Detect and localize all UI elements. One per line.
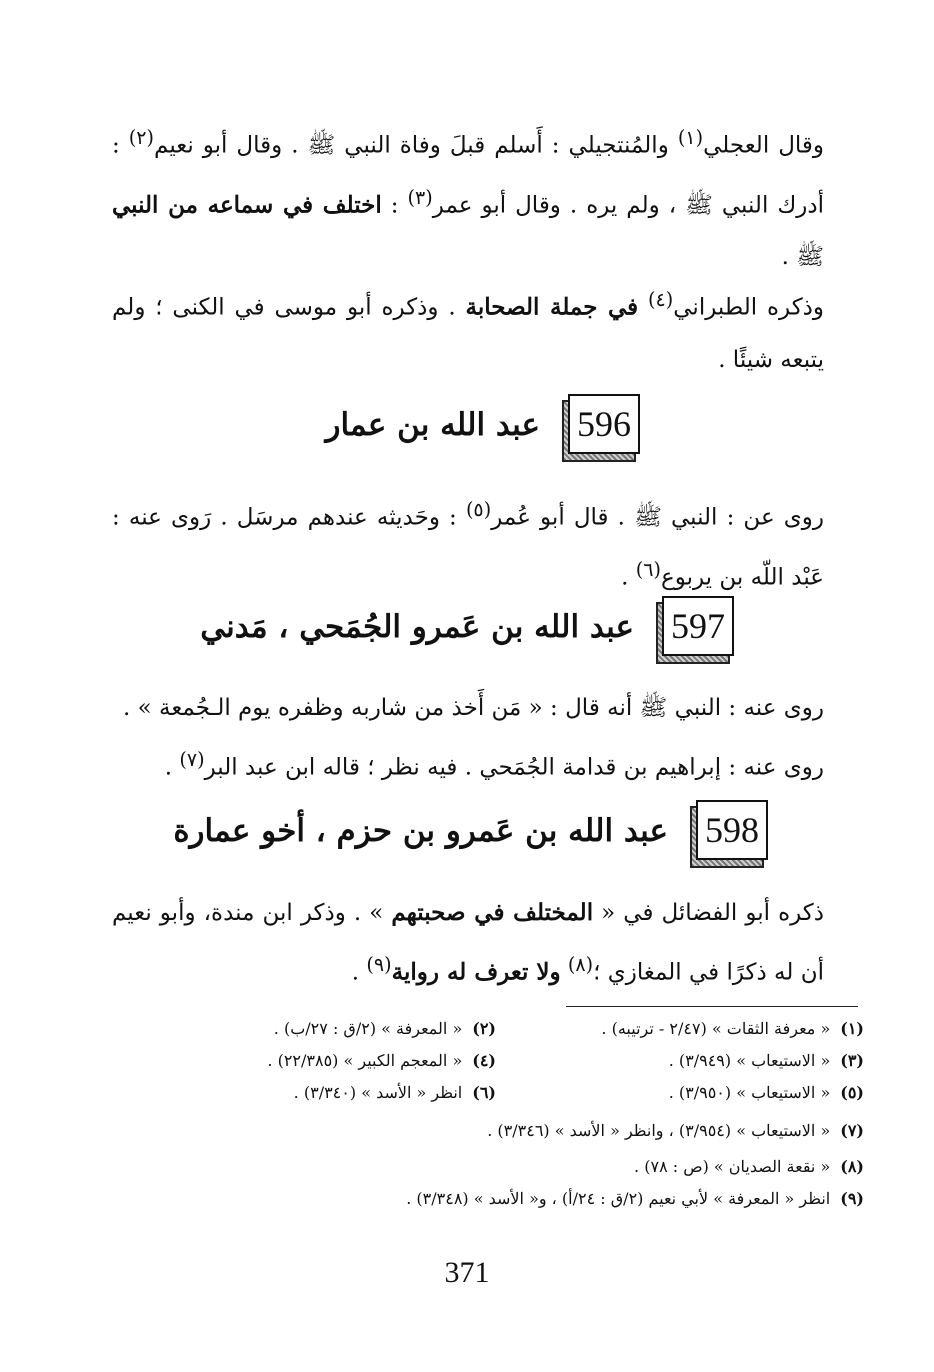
footnote-5 xyxy=(669,1078,864,1108)
footnote-number: (٤) xyxy=(472,1051,496,1070)
footnote-ref: (٧) xyxy=(179,748,205,771)
entry-heading-598 xyxy=(173,800,768,862)
footnote-text: « الاستيعاب » (٣/٩٤٩) . xyxy=(668,1051,831,1070)
footnote-number: (٦) xyxy=(472,1083,496,1102)
bold-phrase: في جملة الصحابة xyxy=(465,293,639,321)
footnote-2 xyxy=(274,1014,496,1044)
footnote-ref: (٥) xyxy=(465,498,492,521)
text-segment: . xyxy=(351,959,360,986)
text-segment: روى عنه : النبي ﷺ أنه قال : « مَن أَخذ من شاربه وظفره يوم الـجُمعة » . xyxy=(123,695,824,721)
text-segment: . وذكره أبو موسى في الكنى ؛ ولم يتبعه شيئًا . xyxy=(112,294,824,373)
footnote-6 xyxy=(294,1078,496,1108)
paragraph-intro xyxy=(112,112,824,283)
entry-number-box xyxy=(562,394,640,456)
footnote-divider xyxy=(566,1006,858,1007)
footnote-text: « المعجم الكبير » (٢٢/٣٨٥) . xyxy=(267,1051,463,1070)
footnote-text: « معرفة الثقات » (٢/٤٧ - ترتيبه) . xyxy=(601,1019,831,1038)
text-segment: روى عن : النبي ﷺ . قال أبو عُمر xyxy=(491,504,824,531)
footnote-text: « الاستيعاب » (٣/٩٥٠) . xyxy=(668,1083,831,1102)
footnote-9 xyxy=(406,1184,864,1214)
page-number: 371 xyxy=(444,1256,490,1289)
text-segment: ﷺ . xyxy=(781,244,824,271)
bold-phrase: ولا تعرف له رواية xyxy=(391,958,561,986)
entry-number-box xyxy=(690,800,768,862)
entry-heading-597 xyxy=(200,596,734,658)
footnote-text: « الاستيعاب » (٣/٩٥٤) ، وانظر « الأسد » (٣/٣٤٦) . xyxy=(487,1121,831,1140)
footnote-ref: (٦) xyxy=(635,557,661,581)
text-segment: : xyxy=(390,192,399,219)
entry-number-box xyxy=(656,596,734,658)
text-segment: » . وذكر ابن مندة، وأبو نعيم أن له ذكرًا في المغازي ؛ xyxy=(112,900,824,986)
text-segment: وذكره الطبراني xyxy=(673,294,825,321)
footnote-text: انظر « الأسد » (٣/٣٤٠) . xyxy=(293,1083,463,1102)
footnote-ref: (٤) xyxy=(648,288,674,311)
footnote-ref: (٩) xyxy=(366,953,392,976)
paragraph-596 xyxy=(112,484,824,603)
footnote-number: (٨) xyxy=(840,1157,864,1176)
footnote-1 xyxy=(601,1014,864,1044)
footnote-number: (١) xyxy=(840,1019,864,1038)
paragraph-tabarani xyxy=(112,274,824,386)
text-segment: ذكره أبو الفضائل في « xyxy=(601,900,824,926)
footnote-number: (٢) xyxy=(472,1019,496,1038)
footnote-number: (٥) xyxy=(840,1083,864,1102)
paragraph-597 xyxy=(112,682,824,794)
footnote-3 xyxy=(669,1046,864,1076)
entry-heading-596 xyxy=(325,394,640,456)
entry-number: 598 xyxy=(696,800,768,860)
footnote-number: (٩) xyxy=(840,1189,864,1208)
footnote-number: (٣) xyxy=(840,1051,864,1070)
bold-phrase: اختلف في سماعه من النبي xyxy=(112,191,382,219)
text-segment: : وحَديثه عندهم مرسَل . رَوى عنه : عَبْد اللّه بن يربوع xyxy=(112,504,824,591)
bold-phrase: المختلف في صحبتهم xyxy=(391,899,594,926)
footnote-4 xyxy=(267,1046,496,1076)
entry-title: عبد الله بن عَمرو بن حزم ، أخو عمارة xyxy=(173,813,668,849)
text-segment: وقال العجلي xyxy=(703,132,825,159)
footnote-ref: (٨) xyxy=(567,953,594,976)
text-segment: : أدرك النبي ﷺ ، ولم يره . وقال أبو عمر xyxy=(112,132,825,219)
text-segment: . xyxy=(164,754,173,781)
footnote-ref: (٢) xyxy=(128,126,155,149)
footnote-ref: (٣) xyxy=(407,185,433,209)
footnote-7 xyxy=(487,1116,864,1146)
entry-title: عبد الله بن عَمرو الجُمَحي ، مَدني xyxy=(200,609,634,645)
text-segment: . xyxy=(621,564,629,591)
entry-title: عبد الله بن عمار xyxy=(325,407,540,443)
footnote-text: « المعرفة » (٢/ق : ٢٧/ب) . xyxy=(273,1019,463,1038)
text-segment: روى عنه : إبراهيم بن قدامة الجُمَحي . فيه نظر ؛ قاله ابن عبد البر xyxy=(204,754,824,781)
entry-number: 596 xyxy=(568,394,640,454)
footnote-ref: (١) xyxy=(677,126,704,149)
text-segment: والمُنتجيلي : أَسلم قبلَ وفاة النبي ﷺ . وقال أبو نعيم xyxy=(154,132,669,159)
footnote-text: انظر « المعرفة » لأبي نعيم (٢/ق : ٢٤/أ) ، و« الأسد » (٣/٣٤٨) . xyxy=(406,1189,831,1208)
footnote-text: « نقعة الصديان » (ص : ٧٨) . xyxy=(634,1157,831,1176)
entry-number: 597 xyxy=(662,596,734,656)
footnote-8 xyxy=(634,1152,864,1182)
footnote-number: (٧) xyxy=(840,1121,864,1140)
paragraph-598 xyxy=(112,887,824,999)
